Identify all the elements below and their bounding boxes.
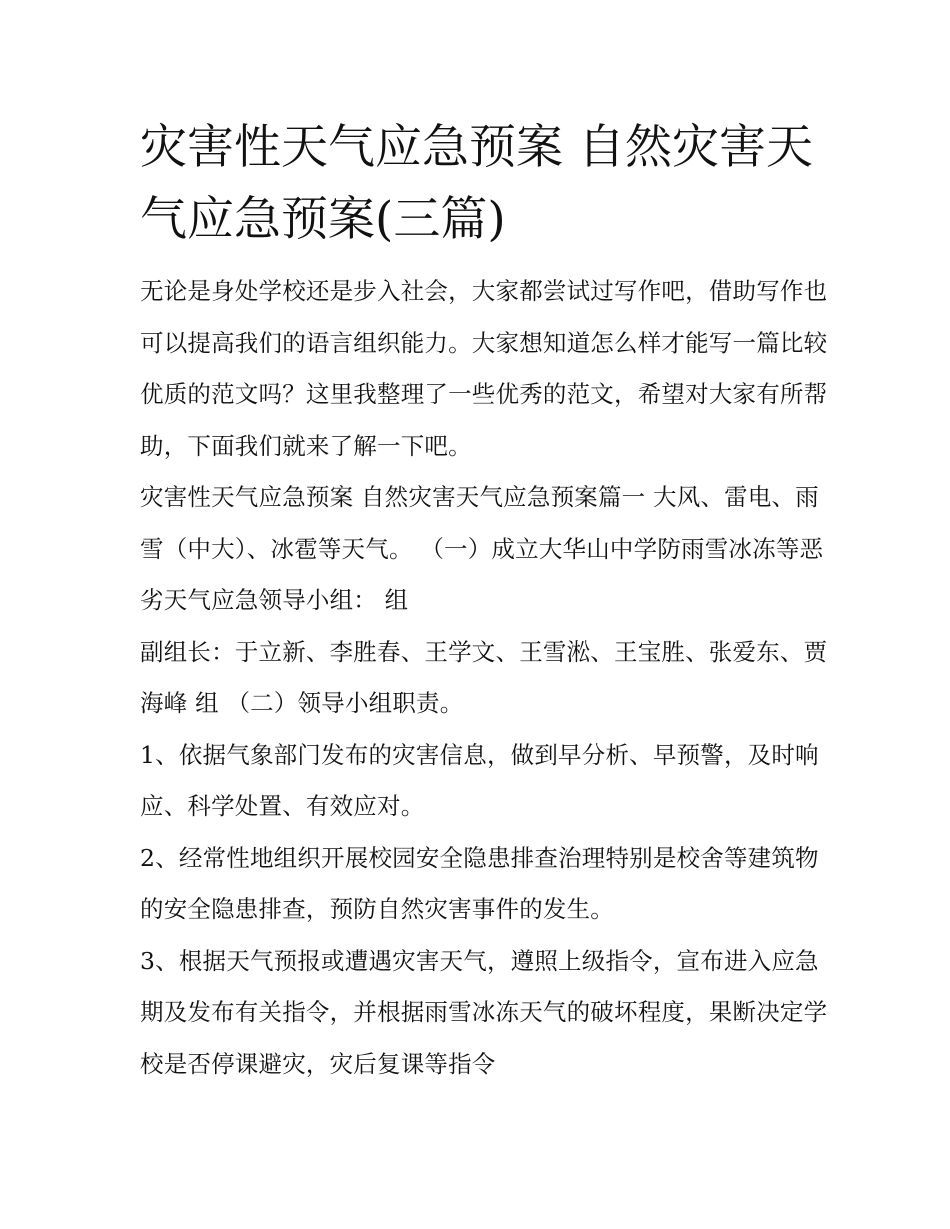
document-body bbox=[140, 112, 830, 1090]
section-one-paragraph: 灾害性天气应急预案 自然灾害天气应急预案篇一 大风、雷电、雨雪（中大）、冰雹等天气。 （一）成立大华山中学防雨雪冰冻等恶劣天气应急领导小组： 组 bbox=[140, 483, 824, 614]
duty-item-1: 1、依据气象部门发布的灾害信息，做到早分析、早预警，及时响应、科学处置、有效应对。 bbox=[140, 740, 819, 820]
duty-item-3: 3、根据天气预报或遭遇灾害天气，遵照上级指令，宣布进入应急期及发布有关指令，并根据雨雪冰冻天气的破坏程度，果断决定学校是否停课避灾，灾后复课等指令 bbox=[140, 946, 828, 1078]
duty-item-2: 2、经常性地组织开展校园安全隐患排查治理特别是校舍等建筑物的安全隐患排查，预防自然灾害事件的发生。 bbox=[140, 843, 819, 923]
intro-paragraph: 无论是身处学校还是步入社会，大家都尝试过写作吧，借助写作也可以提高我们的语言组织能力。大家想知道怎么样才能写一篇比较优质的范文吗？这里我整理了一些优秀的范文，希望对大家有所帮助，下面我们就来了解一下吧。 bbox=[140, 277, 828, 460]
deputy-leaders-paragraph: 副组长：于立新、李胜春、王学文、王雪淞、王宝胜、张爱东、贾海峰 组 （二）领导小组职责。 bbox=[140, 637, 828, 717]
document-title: 灾害性天气应急预案 自然灾害天气应急预案(三篇) bbox=[140, 120, 813, 247]
